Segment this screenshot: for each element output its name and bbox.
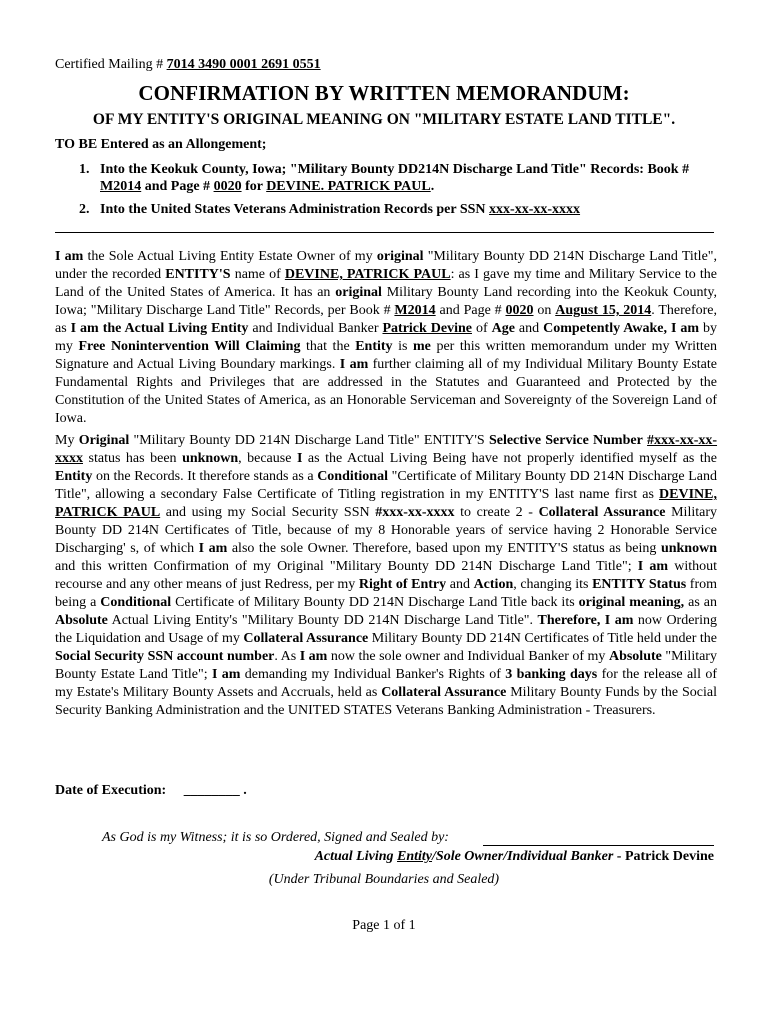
paragraph-text-run: I am the Actual Living Entity [70,321,249,336]
tribunal-note: (Under Tribunal Boundaries and Sealed) [268,872,500,887]
paragraph-text-run: and [446,577,474,592]
paragraph-text-run: per this written memorandum under my Written Signature and Actual Living Boundary markings. [55,339,718,372]
paragraph-text-run: for the release all of my Estate's Military Bounty Assets and Accruals, held as [55,667,717,700]
paragraph-text-run: Collateral Assurance [381,685,507,700]
paragraph-text-run: My [55,433,79,448]
certified-mailing-label: Certified Mailing # [55,57,167,72]
paragraph-text-run: Right of Entry [358,577,447,592]
recorded-name: DEVINE. PATRICK PAUL [266,179,431,194]
paragraph-text-run: original meaning, [578,595,685,610]
document-title: CONFIRMATION BY WRITTEN MEMORANDUM: [138,81,630,105]
signer-text: Actual Living [314,849,398,864]
paragraph-text-run: without recourse and any other means of just Redress, per my [55,559,717,592]
paragraph-text-run: "Certificate of Military Bounty DD 214N Discharge Land Title", allowing a secondary False Certificate of Titling registration in my ENTITY'S last name first as [55,469,717,502]
paragraph-text-run: further claiming all of my Individual Military Bounty Estate Fundamental Rights and Privileges that are addressed in the Statutes and Guaranteed and Protected by the Constitution of the United States of America, as an Honorable Serviceman and Sovereignty of the Sovereign Land of Iowa. [55,357,717,426]
paragraph-text-run: Conditional [100,595,172,610]
paragraph-text-run: also the sole Owner. Therefore, based upon my ENTITY'S status as being [227,541,661,556]
paragraph-text-run: Military Bounty DD 214N Certificates of Title, because of my 8 Honorable years of service having 2 Honorable Service Discharging' s, of which [55,505,717,556]
horizontal-divider [55,232,714,233]
paragraph-text-run: on [533,303,556,318]
paragraph-text-run: Action [473,577,514,592]
paragraph-text-run: and Page # [435,303,506,318]
paragraph-text-run: Collateral Assurance [243,631,369,646]
paragraph-text-run: Absolute [55,613,108,628]
paragraph-text-run: and using my Social Security SSN [160,505,376,520]
list-item-text: and Page # [141,179,214,194]
paragraph-text-run: Selective Service Number [488,433,643,448]
paragraph-text-run: original [376,249,424,264]
paragraph-text-run: to create 2 - [454,505,539,520]
paragraph-text-run: Therefore, I am [537,613,634,628]
paragraph-text-run: is [392,339,414,354]
paragraph-text-run: me [413,339,431,354]
signer-designation [0,849,714,865]
paragraph-text-run: Absolute [608,649,662,664]
paragraph-text-run: I am [55,249,84,264]
book-number: M2014 [100,179,142,194]
paragraph-text-run: I am [339,357,369,372]
paragraph-text-run: Actual Living Entity's "Military Bounty DD 214N Discharge Land Title". [107,613,538,628]
paragraph-text-run: Conditional [317,469,388,484]
paragraph-text-run: 3 banking days [505,667,598,682]
paragraph-text-run: and [514,321,544,336]
list-item [55,161,715,195]
paragraph-text-run: I am [198,541,228,556]
paragraph-text-run: Collateral Assurance [538,505,666,520]
page-number: Page 1 of 1 [352,918,416,933]
paragraph-text-run: now the sole owner and Individual Banker of my [327,649,609,664]
list-item-text: Into the Keokuk County, Iowa; "Military Bounty DD214N Discharge Land Title" Records: Book # [100,162,690,177]
paragraph-text-run: as the Actual Living Being have not properly identified myself as the [302,451,717,466]
paragraph-text-run: Military Bounty Funds by the Social Security Banking Administration and the UNITED STATES Veterans Banking Administration - Treasurers. [55,685,717,718]
list-item-number: 1. [79,162,90,177]
signature-line [483,845,714,846]
witness-statement: As God is my Witness; it is so Ordered, Signed and Sealed by: [102,830,449,845]
paragraph-text-run: that the [300,339,356,354]
document-subtitle: OF MY ENTITY'S ORIGINAL MEANING ON "MILITARY ESTATE LAND TITLE". [92,111,676,128]
paragraph-text-run: and Individual Banker [248,321,383,336]
body-paragraph-1 [55,248,717,428]
paragraph-text-run: ENTITY'S [165,267,231,282]
paragraph-text-run: Competently Awake, I am [543,321,700,336]
paragraph-text-run: August 15, 2014 [555,303,652,318]
allongement-list [55,161,715,224]
paragraph-text-run: of [472,321,492,336]
ssn-value: xxx-xx-xx-xxxx [489,202,581,217]
paragraph-text-run: from being a [55,577,717,610]
paragraph-text-run: Entity [55,469,93,484]
paragraph-text-run: Entity [355,339,393,354]
list-item [55,201,715,218]
paragraph-text-run: Age [491,321,515,336]
certified-mailing-line [55,57,321,73]
paragraph-text-run: DEVINE, PATRICK PAUL [55,487,717,520]
page-number-ref: 0020 [213,179,242,194]
paragraph-text-run: Patrick Devine [382,321,472,336]
paragraph-text-run: ENTITY Status [592,577,687,592]
list-item-text: Into the United States Veterans Administration Records per SSN [100,202,490,217]
signer-name: - Patrick Devine [613,849,714,864]
paragraph-text-run: "Military Bounty DD 214N Discharge Land Title" ENTITY'S [129,433,489,448]
paragraph-text-run: #xxx-xx-xx-xxxx [55,433,718,466]
signer-text: /Sole Owner/Individual Banker [432,849,614,864]
date-of-execution: Date of Execution: ________ . [55,783,247,798]
list-item-text: for [241,179,267,194]
paragraph-text-run: name of [230,267,285,282]
paragraph-text-run: Military Bounty DD 214N Certificates of Title held under the [368,631,717,646]
paragraph-text-run: original [335,285,382,300]
paragraph-text-run: DEVINE, PATRICK PAUL [284,267,451,282]
to-be-entered-line: TO BE Entered as an Allongement; [55,137,267,152]
paragraph-text-run: I am [299,649,328,664]
paragraph-text-run: Certificate of Military Bounty DD 214N Discharge Land Title back its [171,595,579,610]
paragraph-text-run: unknown [182,451,239,466]
paragraph-text-run: 0020 [505,303,534,318]
paragraph-text-run: status has been [83,451,183,466]
paragraph-text-run: "Military Bounty Estate Land Title"; [55,649,717,682]
signer-entity: Entity [397,849,433,864]
paragraph-text-run: demanding my Individual Banker's Rights of [240,667,506,682]
paragraph-text-run: Social Security SSN account number [55,649,275,664]
paragraph-text-run: unknown [660,541,717,556]
paragraph-text-run: I am [211,667,241,682]
paragraph-text-run: Free Nonintervention Will Claiming [78,339,301,354]
paragraph-text-run: I [296,451,303,466]
paragraph-text-run: Original [78,433,130,448]
paragraph-text-run: Military Bounty Land recording into the Keokuk County, Iowa; "Military Discharge Land Title" Records, per Book # [55,285,717,318]
paragraph-text-run: . As [274,649,300,664]
paragraph-text-run: and this written Confirmation of my Original "Military Bounty DD 214N Discharge Land Title"; [55,559,638,574]
paragraph-text-run: : as I gave my time and Military Service to the Land of the United States of America. It has an [55,267,717,300]
paragraph-text-run: "Military Bounty DD 214N Discharge Land Title", under the recorded [55,249,717,282]
paragraph-text-run: I am [637,559,669,574]
paragraph-text-run: , changing its [513,577,593,592]
list-item-text: . [430,179,435,194]
body-paragraph-2 [55,432,717,720]
paragraph-text-run: #xxx-xx-xxxx [375,505,455,520]
paragraph-text-run: as an [684,595,717,610]
paragraph-text-run: . Therefore, as [55,303,718,336]
paragraph-text-run: on the Records. It therefore stands as a [92,469,318,484]
paragraph-text-run: M2014 [394,303,436,318]
paragraph-text-run: now Ordering the Liquidation and Usage of my [55,613,717,646]
paragraph-text-run: , because [238,451,297,466]
paragraph-text-run: by my [55,321,718,354]
certified-mailing-number: 7014 3490 0001 2691 0551 [166,57,321,72]
paragraph-text-run: the Sole Actual Living Entity Estate Owner of my [83,249,377,264]
list-item-number: 2. [79,202,90,217]
